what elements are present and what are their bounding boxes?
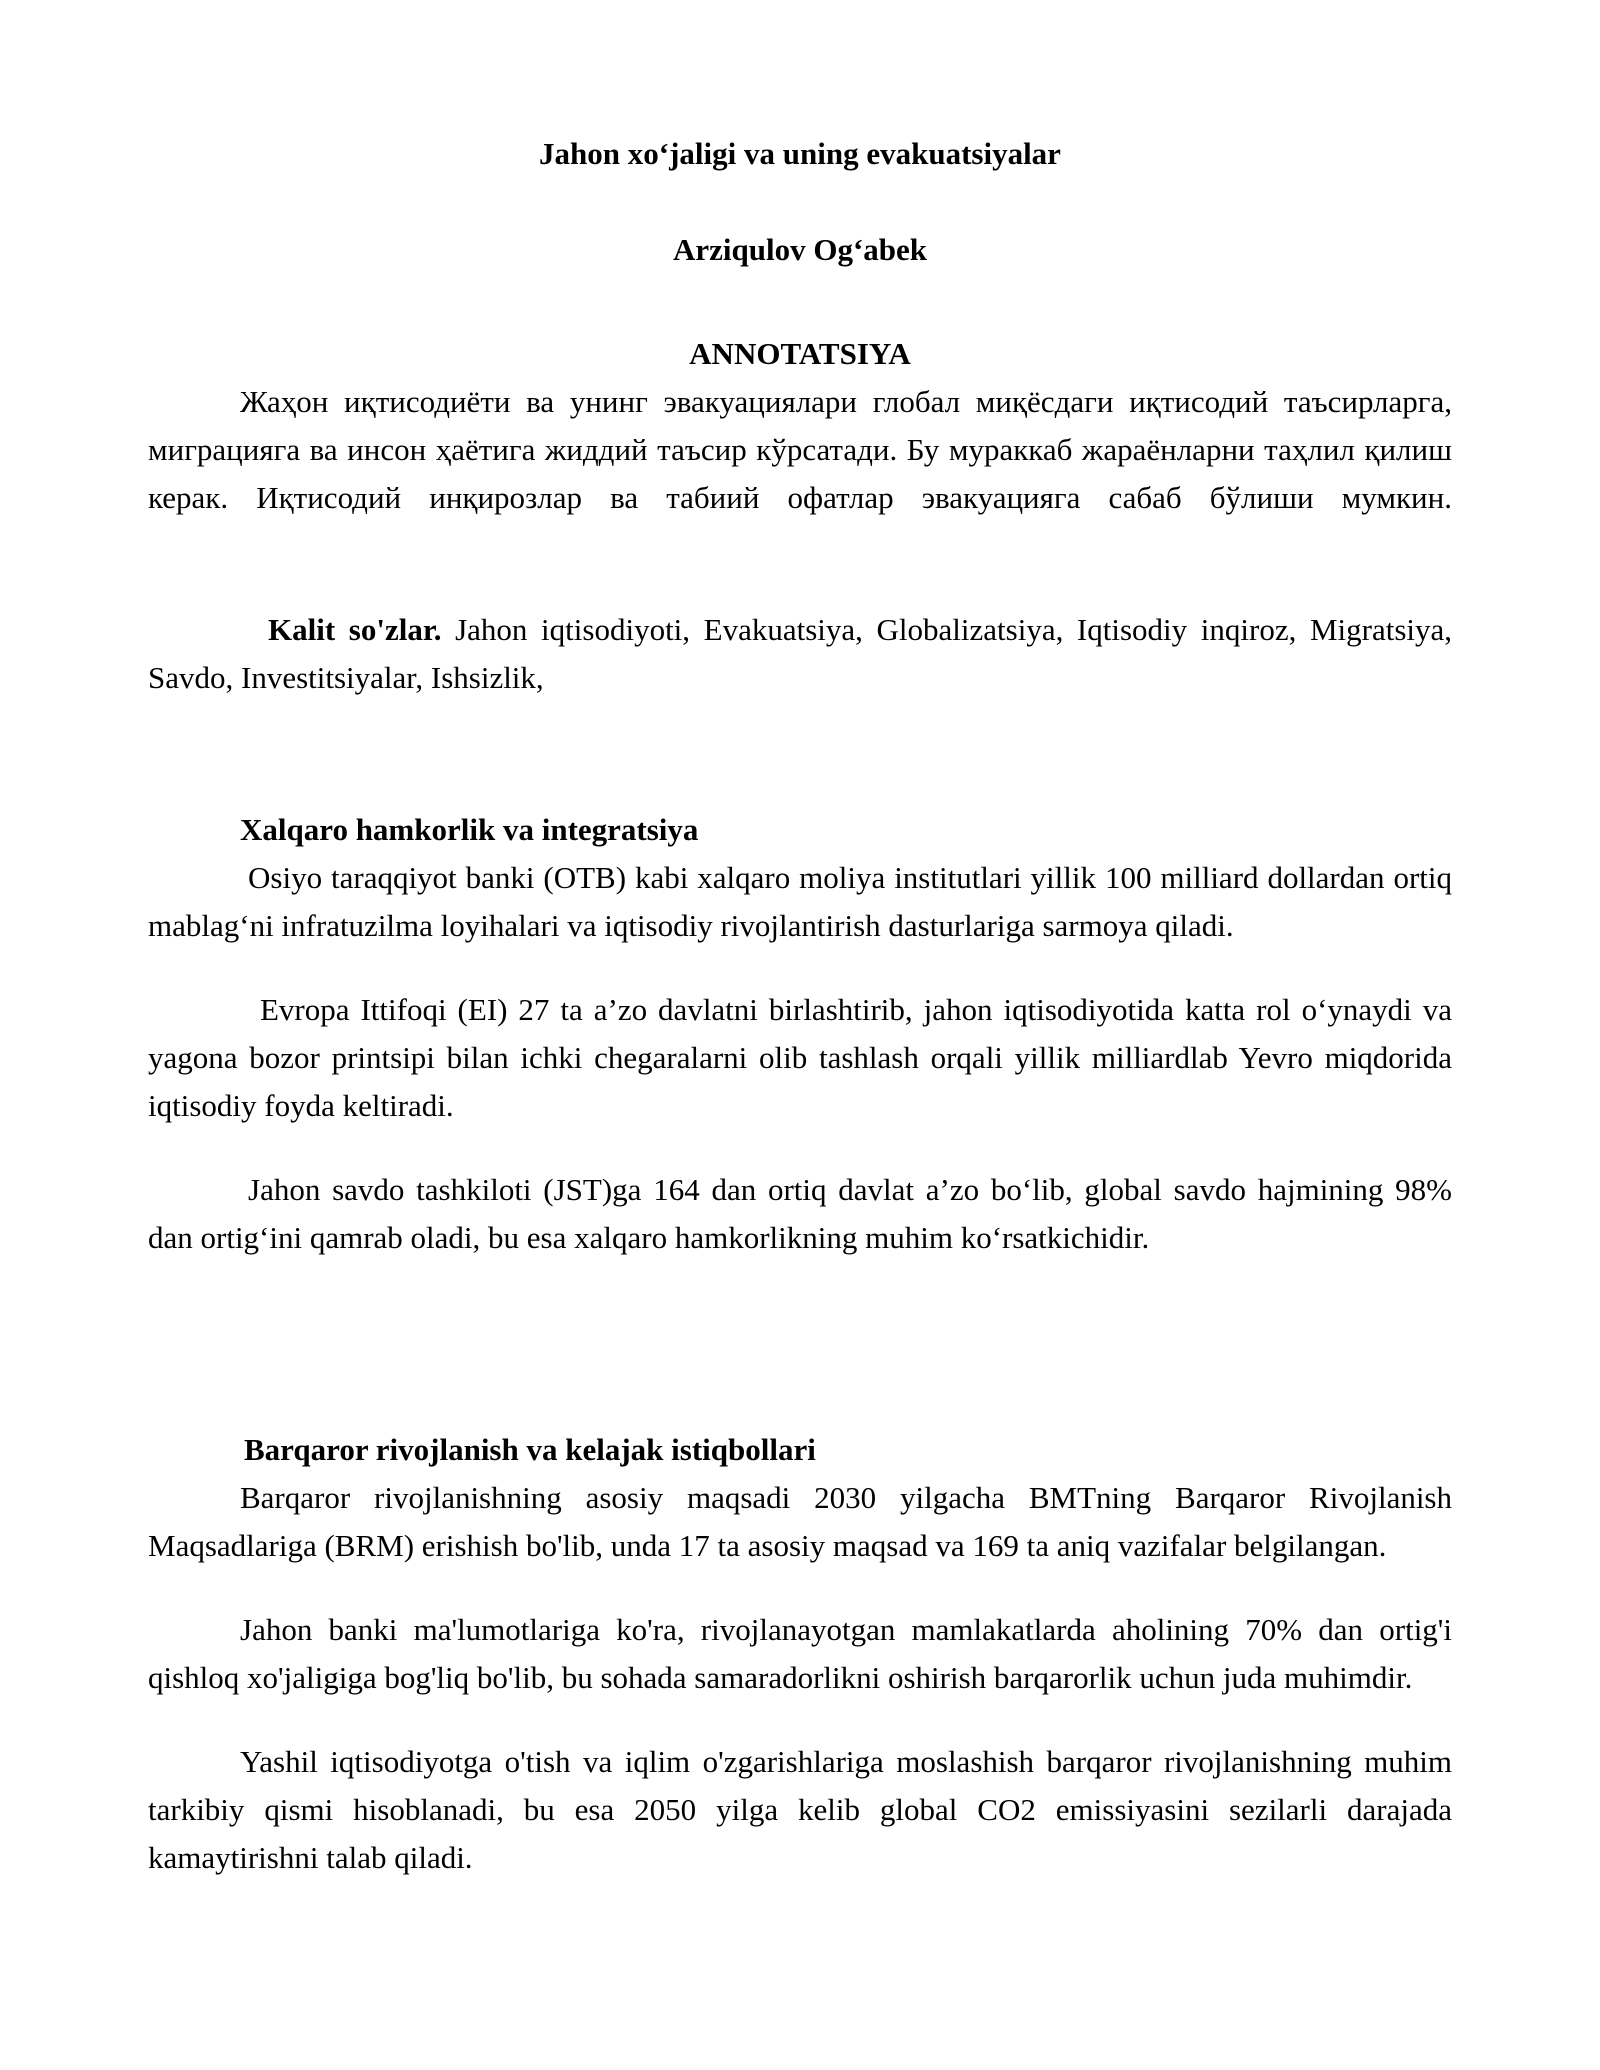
- keywords-section: [148, 606, 1452, 702]
- document-title: Jahon xo‘jaligi va uning evakuatsiyalar: [539, 136, 1061, 171]
- abstract-text: Жаҳон иқтисодиёти ва унинг эвакуациялари глобал миқёсдаги иқтисодий таъсирларга, миграцияга ва инсон ҳаётига жиддий таъсир кўрсатади. Бу мураккаб жараёнларни таҳлил қилиш керак. Иқтисодий инқирозлар ва табиий офатлар эвакуацияга сабаб бўлиши мумкин.: [148, 384, 1452, 515]
- paragraph: Yashil iqtisodiyotga o'tish va iqlim o'zgarishlariga moslashish barqaror rivojlanishning muhim tarkibiy qismi hisoblanadi, bu esa 2050 yilga kelib global CO2 emissiyasini sezilarli darajada kamaytirishni talab qiladi.: [148, 1744, 1452, 1875]
- section-heading: Xalqaro hamkorlik va integratsiya: [240, 812, 699, 847]
- paragraph: Osiyo taraqqiyot banki (OTB) kabi xalqaro moliya institutlari yillik 100 milliard dollardan ortiq mablag‘ni infratuzilma loyihalari va iqtisodiy rivojlantirish dasturlariga sarmoya qiladi.: [148, 860, 1452, 943]
- abstract-section: [148, 378, 1452, 522]
- document-page: [148, 0, 1452, 2070]
- keywords-text: Jahon iqtisodiyoti, Evakuatsiya, Globalizatsiya, Iqtisodiy inqiroz, Migratsiya, Savdo, Investitsiyalar, Ishsizlik,: [148, 612, 1453, 695]
- keywords-label: Kalit so'zlar.: [268, 612, 442, 647]
- section-sustainable-development: [148, 1426, 1452, 1882]
- keywords-paragraph: [148, 606, 1452, 702]
- section-international-cooperation: [148, 806, 1452, 1262]
- abstract-heading: ANNOTATSIYA: [689, 336, 911, 371]
- paragraph: Jahon savdo tashkiloti (JST)ga 164 dan ortiq davlat a’zo bo‘lib, global savdo hajmining 98% dan ortig‘ini qamrab oladi, bu esa xalqaro hamkorlikning muhim ko‘rsatkichidir.: [148, 1172, 1452, 1255]
- author-name: Arziqulov Og‘abek: [672, 232, 928, 267]
- section-heading: Barqaror rivojlanish va kelajak istiqbollari: [244, 1432, 816, 1467]
- paragraph: Jahon banki ma'lumotlariga ko'ra, rivojlanayotgan mamlakatlarda aholining 70% dan ortig'i qishloq xo'jaligiga bog'liq bo'lib, bu sohada samaradorlikni oshirish barqarorlik uchun juda muhimdir.: [148, 1612, 1452, 1695]
- paragraph: Evropa Ittifoqi (EI) 27 ta a’zo davlatni birlashtirib, jahon iqtisodiyotida katta rol o‘ynaydi va yagona bozor printsipi bilan ichki chegaralarni olib tashlash orqali yillik milliardlab Yevro miqdorida iqtisodiy foyda keltiradi.: [148, 992, 1452, 1123]
- paragraph: Barqaror rivojlanishning asosiy maqsadi 2030 yilgacha BMTning Barqaror Rivojlanish Maqsadlariga (BRM) erishish bo'lib, unda 17 ta asosiy maqsad va 169 ta aniq vazifalar belgilangan.: [148, 1480, 1452, 1563]
